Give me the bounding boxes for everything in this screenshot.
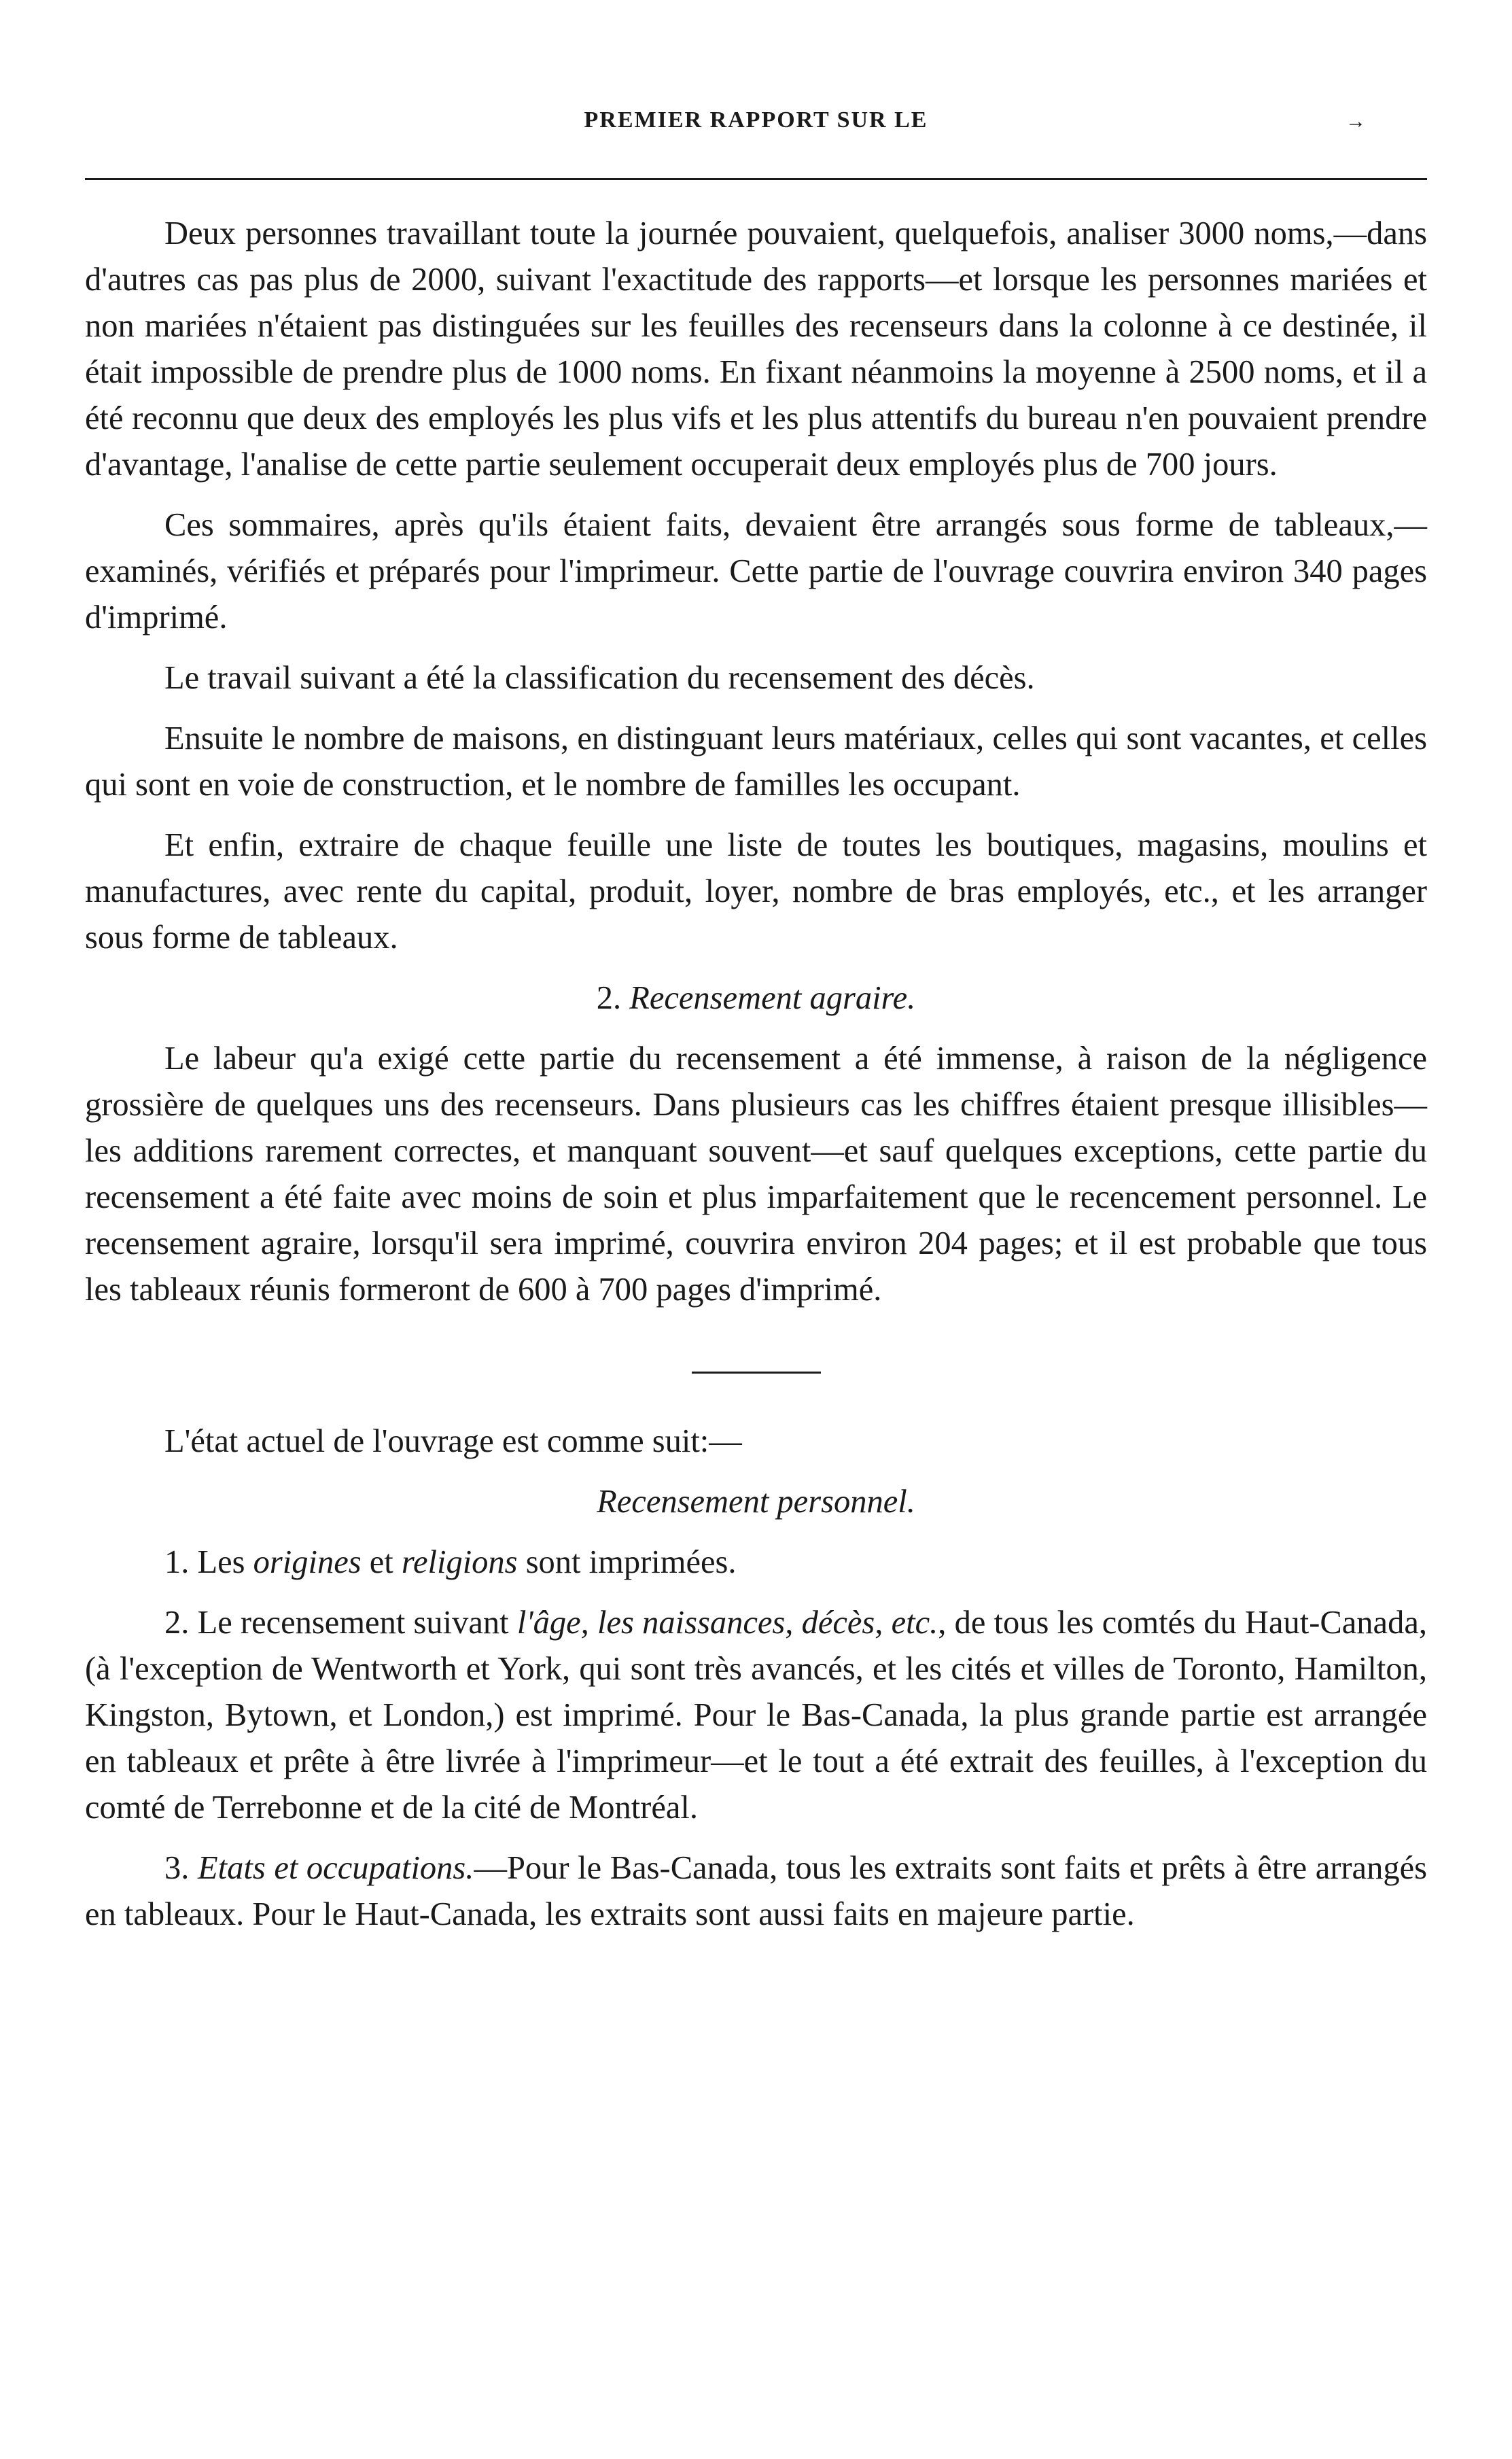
section-divider xyxy=(692,1372,821,1374)
list-item-origines xyxy=(85,1539,1427,1586)
section-number: 2. xyxy=(596,980,622,1016)
paragraph-etat-actuel: L'état actuel de l'ouvrage est comme suit:— xyxy=(164,1423,742,1459)
item-emphasis: l'âge, les naissances, décès, etc. xyxy=(516,1605,938,1641)
paragraph-analyse-noms: Deux personnes travaillant toute la journée pouvaient, quelquefois, analiser 3000 noms,—dans d'autres cas pas plus de 2000, suivant l'exactitude des rapports—et lorsque les personnes mariées et non mariées n'étaient pas distinguées sur les feuilles des recenseurs dans la colonne à ce destinée, il était impossible de prendre plus de 1000 noms. En fixant néanmoins la moyenne à 2500 noms, et il a été reconnu que deux des employés les plus vifs et les plus attentifs du bureau n'en pouvaient prendre d'avantage, l'analise de cette partie seulement occuperait deux employés plus de 700 jours. xyxy=(85,215,1427,483)
item-text: 3. xyxy=(164,1850,198,1886)
paragraph-deces: Le travail suivant a été la classification du recensement des décès. xyxy=(164,660,1035,696)
running-title: PREMIER RAPPORT SUR LE xyxy=(584,107,928,133)
header-rule xyxy=(85,178,1427,180)
list-item-etats-occupations xyxy=(85,1845,1427,1938)
item-text: —Pour le Bas-Canada, tous les extraits sont faits et prêts à être arrangés en tableaux. Pour le Haut-Canada, les extraits sont aussi faits en majeure partie. xyxy=(85,1850,1427,1932)
section-title: Recensement personnel. xyxy=(597,1484,915,1520)
item-emphasis: religions xyxy=(401,1544,518,1580)
item-text: 2. Le recensement suivant xyxy=(164,1605,517,1641)
item-text: et xyxy=(361,1544,402,1580)
item-text: 1. Les xyxy=(164,1544,253,1580)
paragraph-sommaires: Ces sommaires, après qu'ils étaient faits, devaient être arrangés sous forme de tableaux,—examinés, vérifiés et préparés pour l'imprimeur. Cette partie de l'ouvrage couvrira environ 340 pages d'imprimé. xyxy=(85,507,1427,635)
section-title: Recensement agraire. xyxy=(629,980,916,1016)
paragraph-boutiques: Et enfin, extraire de chaque feuille une liste de toutes les boutiques, magasins, moulins et manufactures, avec rente du capital, produit, loyer, nombre de bras employés, etc., et les arranger sous forme de tableaux. xyxy=(85,827,1427,956)
printer-mark: → xyxy=(1346,110,1366,133)
body-text xyxy=(85,211,1427,1938)
item-emphasis: origines xyxy=(253,1544,362,1580)
list-item-age-naissances xyxy=(85,1600,1427,1831)
section-heading-personnel xyxy=(85,1479,1427,1525)
item-text: , de tous les comtés du Haut-Canada, (à l'exception de Wentworth et York, qui sont très avancés, et les cités et villes de Toronto, Hamilton, Kingston, Bytown, et London,) est imprimé. Pour le Bas-Canada, la plus grande partie est arrangée en tableaux et prête à être livrée à l'imprimeur—et le tout a été extrait des feuilles, à l'exception du comté de Terrebonne et de la cité de Montréal. xyxy=(85,1605,1427,1826)
item-emphasis: Etats et occupations. xyxy=(198,1850,474,1886)
item-text: sont imprimées. xyxy=(517,1544,737,1580)
section-heading-agraire xyxy=(85,975,1427,1022)
paragraph-labeur: Le labeur qu'a exigé cette partie du recensement a été immense, à raison de la négligence grossière de quelques uns des recenseurs. Dans plusieurs cas les chiffres étaient presque illisibles—les additions rarement correctes, et manquant souvent—et sauf quelques exceptions, cette partie du recensement a été faite avec moins de soin et plus imparfaitement que le recencement personnel. Le recensement agraire, lorsqu'il sera imprimé, couvrira environ 204 pages; et il est probable que tous les tableaux réunis formeront de 600 à 700 pages d'imprimé. xyxy=(85,1041,1427,1308)
paragraph-maisons: Ensuite le nombre de maisons, en distinguant leurs matériaux, celles qui sont vacantes, et celles qui sont en voie de construction, et le nombre de familles les occupant. xyxy=(85,720,1427,803)
document-page xyxy=(85,0,1427,2459)
